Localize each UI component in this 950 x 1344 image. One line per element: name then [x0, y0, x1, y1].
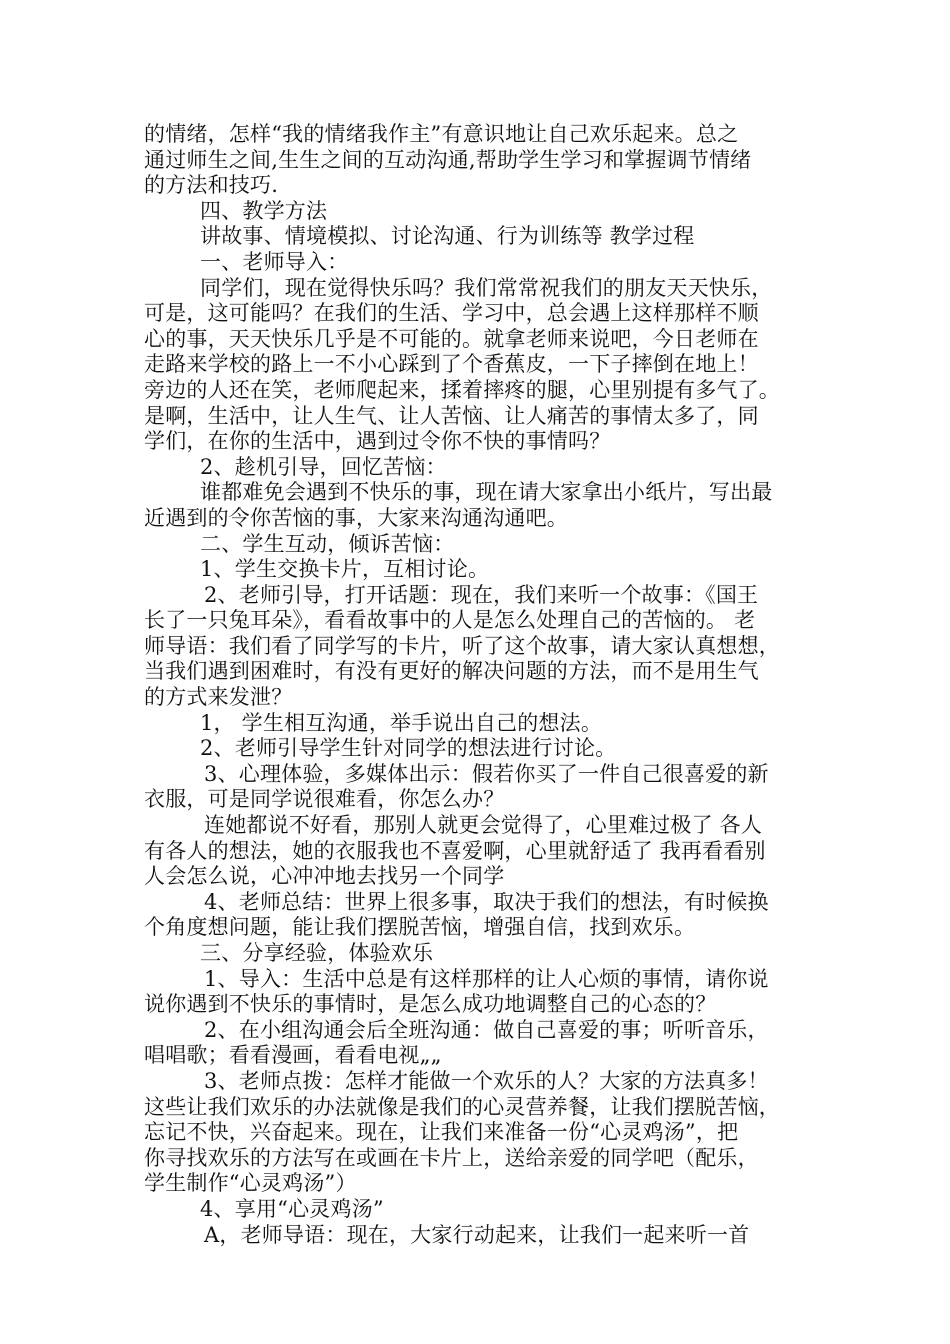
text-line: 2、老师引导，打开话题：现在，我们来听一个故事：《国王 [204, 582, 759, 607]
text-line: 学们，在你的生活中，遇到过令你不快的事情吗？ [144, 429, 611, 454]
text-line: 人会怎么说，心冲冲地去找另一个同学 [144, 864, 505, 889]
text-line: 学生制作“心灵鸡汤”） [144, 1171, 357, 1196]
text-line: 1、学生交换卡片，互相讨论。 [200, 557, 490, 582]
text-line: 可是，这可能吗？在我们的生活、学习中，总会遇上这样那样不顺 [144, 301, 759, 326]
text-line: 近遇到的令你苦恼的事，大家来沟通沟通吧。 [144, 505, 568, 530]
text-line: 的情绪，怎样“我的情绪我作主”有意识地让自己欢乐起来。总之 [144, 122, 739, 146]
text-line: 2、趁机引导，回忆苦恼： [200, 454, 447, 479]
text-line: 二、学生互动，倾诉苦恼： [200, 531, 455, 556]
text-line: 四、教学方法 [200, 198, 328, 223]
text-line: 通过师生之间,生生之间的互动沟通,帮助学生学习和掌握调节情绪 [144, 147, 752, 172]
text-line: 这些让我们欢乐的办法就像是我们的心灵营养餐，让我们摆脱苦恼， [144, 1094, 780, 1119]
text-line: 三、分享经验，体验欢乐 [200, 941, 434, 965]
text-line: 旁边的人还在笑，老师爬起来，揉着摔疼的腿，心里别提有多气了。 [144, 377, 780, 402]
text-line: 衣服，可是同学说很难看，你怎么办？ [144, 787, 505, 812]
text-line: 连她都说不好看，那别人就更会觉得了，心里难过极了 各人 [204, 813, 763, 838]
text-line: 4、享用“心灵鸡汤” [200, 1196, 384, 1221]
text-line: 是啊，生活中，让人生气、让人苦恼、让人痛苦的事情太多了，同 [144, 403, 759, 428]
text-line: A，老师导语：现在，大家行动起来，让我们一起来听一首 [204, 1222, 750, 1247]
text-line: 个角度想问题，能让我们摆脱苦恼，增强自信，找到欢乐。 [144, 915, 696, 940]
text-line: 的方法和技巧. [144, 173, 279, 198]
text-line: 心的事，天天快乐几乎是不可能的。就拿老师来说吧，今日老师在 [144, 326, 759, 351]
text-line: 4、老师总结：世界上很多事，取决于我们的想法，有时候换 [204, 889, 769, 914]
text-line: 讲故事、情境模拟、讨论沟通、行为训练等 教学过程 [200, 224, 695, 249]
text-line: 3、心理体验，多媒体出示：假若你买了一件自己很喜爱的新 [204, 761, 769, 786]
text-line: 1、导入：生活中总是有这样那样的让人心烦的事情，请你说 [204, 966, 769, 991]
text-line: 的方式来发泄？ [144, 685, 293, 710]
text-line: 一、老师导入： [200, 249, 349, 274]
text-line: 2、老师引导学生针对同学的想法进行讨论。 [200, 736, 617, 761]
text-line: 3、老师点拨：怎样才能做一个欢乐的人？大家的方法真多！ [204, 1068, 769, 1093]
text-line: 长了一只兔耳朵》，看看故事中的人是怎么处理自己的苦恼的。 老 [144, 608, 756, 633]
text-line: 唱唱歌；看看漫画，看看电视„„ [144, 1043, 442, 1068]
text-line: 有各人的想法，她的衣服我也不喜爱啊，心里就舒适了 我再看看别 [144, 838, 766, 863]
document-body [144, 122, 844, 1248]
text-line: 1， 学生相互沟通，举手说出自己的想法。 [200, 710, 603, 735]
text-line: 忘记不快，兴奋起来。现在，让我们来准备一份“心灵鸡汤”，把 [144, 1120, 739, 1145]
text-line: 当我们遇到困难时，有没有更好的解决问题的方法，而不是用生气 [144, 659, 759, 684]
text-line: 谁都难免会遇到不快乐的事，现在请大家拿出小纸片，写出最 [200, 480, 773, 505]
text-line: 师导语：我们看了同学写的卡片，听了这个故事，请大家认真想想， [144, 633, 780, 658]
text-line: 同学们，现在觉得快乐吗？我们常常祝我们的朋友天天快乐， [200, 275, 773, 300]
text-line: 走路来学校的路上一不小心踩到了个香蕉皮，一下子摔倒在地上！ [144, 352, 759, 377]
text-line: 说你遇到不快乐的事情时，是怎么成功地调整自己的心态的？ [144, 992, 717, 1017]
text-line: 2、在小组沟通会后全班沟通：做自己喜爱的事；听听音乐， [204, 1017, 769, 1042]
text-line: 你寻找欢乐的方法写在或画在卡片上，送给亲爱的同学吧（配乐， [144, 1145, 759, 1170]
